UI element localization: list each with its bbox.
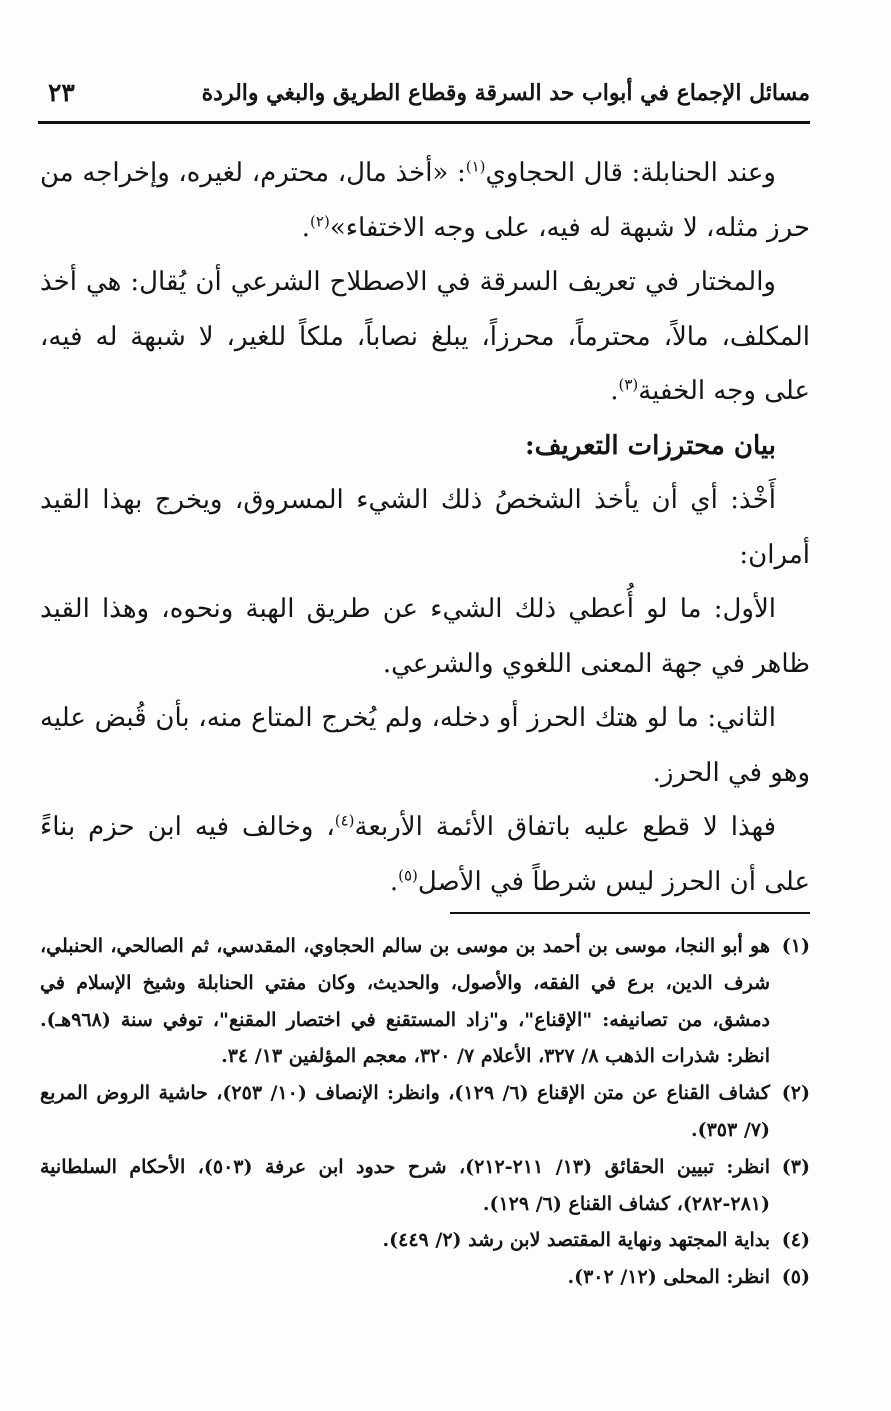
footnote [40, 1149, 810, 1223]
footnote-text: بداية المجتهد ونهاية المقتصد لابن رشد (٢/ ٤٤٩). [382, 1229, 770, 1252]
header-divider [38, 121, 810, 124]
footnote-ref-5: (٥) [398, 865, 418, 884]
page-number: ٢٣ [48, 78, 75, 107]
footnote-ref-1: (١) [465, 157, 486, 176]
running-header [38, 74, 810, 118]
footnote-number: (١) [781, 935, 810, 957]
footnote [40, 1222, 810, 1259]
main-text [40, 146, 810, 909]
footnote-text: انظر: المحلى (١٢/ ٣٠٢). [567, 1266, 770, 1289]
footnote-number: (٥) [781, 1266, 810, 1289]
footnotes [40, 928, 810, 1296]
footnote-number: (٤) [781, 1229, 810, 1252]
footnote-text: هو أبو النجا، موسى بن أحمد بن موسى بن سالم الحجاوي، المقدسي، ثم الصالحي، الحنبلي، شرف الدين، برع في الفقه، والأصول، والحديث، وكان مفتي الحنابلة وشيخ الإسلام في دمشق، من تصانيفه: "الإقناع"، و"زاد المستقنع في اختصار المقنع"، توفي سنة (٩٦٨هـ). انظر: شذرات الذهب ٨/ ٣٢٧، الأعلام ٧/ ٣٢٠، معجم المؤلفين ١٣/ ٣٤. [40, 935, 770, 1068]
footnote-ref-3: (٣) [618, 375, 639, 394]
running-title: مسائل الإجماع في أبواب حد السرقة وقطاع الطريق والبغي والردة [201, 80, 810, 106]
paragraph-akhdh: أَخْذ: أي أن يأخذ الشخصُ ذلك الشيء المسروق، ويخرج بهذا القيد أمران: [40, 485, 810, 570]
footnote-text: كشاف القناع عن متن الإقناع (٦/ ١٢٩)، وانظر: الإنصاف (١٠/ ٢٥٣)، حاشية الروض المربع (٧/ ٣٥٣). [40, 1082, 770, 1141]
footnote-text: انظر: تبيين الحقائق (١٣/ ٢١١-٢١٢)، شرح حدود ابن عرفة (٥٠٣)، الأحكام السلطانية (٢٨١-٢٨٢)، كشاف القناع (٦/ ١٢٩). [40, 1155, 770, 1215]
paragraph-hanabila: وعند الحنابلة: قال الحجاوي$^{(١)}$: «أخذ مال، محترم، لغيره، وإخراجه من حرز مثله، لا شبهة له فيه، على وجه الاختفاء»$^{(٢)}$. [40, 157, 810, 243]
footnote-ref-4: (٤) [334, 811, 355, 830]
footnote [40, 1075, 810, 1149]
footnote-number: (٣) [781, 1155, 810, 1178]
footnote [40, 1259, 810, 1296]
footnote-divider [450, 912, 810, 914]
footnote-number: (٢) [781, 1082, 810, 1105]
paragraph-conclusion: فهذا لا قطع عليه باتفاق الأئمة الأربعة$^{(٤)}$، وخالف فيه ابن حزم بناءً على أن الحرز ليس شرطاً في الأصل$^{(٥)}$. [40, 811, 810, 897]
paragraph-second: الثاني: ما لو هتك الحرز أو دخله، ولم يُخرج المتاع منه، بأن قُبض عليه وهو في الحرز. [40, 703, 810, 788]
footnote-ref-2: (٢) [310, 211, 330, 230]
paragraph-first: الأول: ما لو أُعطي ذلك الشيء عن طريق الهبة ونحوه، وهذا القيد ظاهر في جهة المعنى اللغوي والشرعي. [40, 594, 810, 679]
footnote [40, 928, 810, 1075]
section-heading: بيان محترزات التعريف: [525, 430, 776, 461]
paragraph-definition: والمختار في تعريف السرقة في الاصطلاح الشرعي أن يُقال: هي أخذ المكلف، مالاً، محترماً، محرزاً، يبلغ نصاباً، ملكاً للغير، لا شبهة له فيه، على وجه الخفية$^{(٣)}$. [40, 267, 810, 406]
